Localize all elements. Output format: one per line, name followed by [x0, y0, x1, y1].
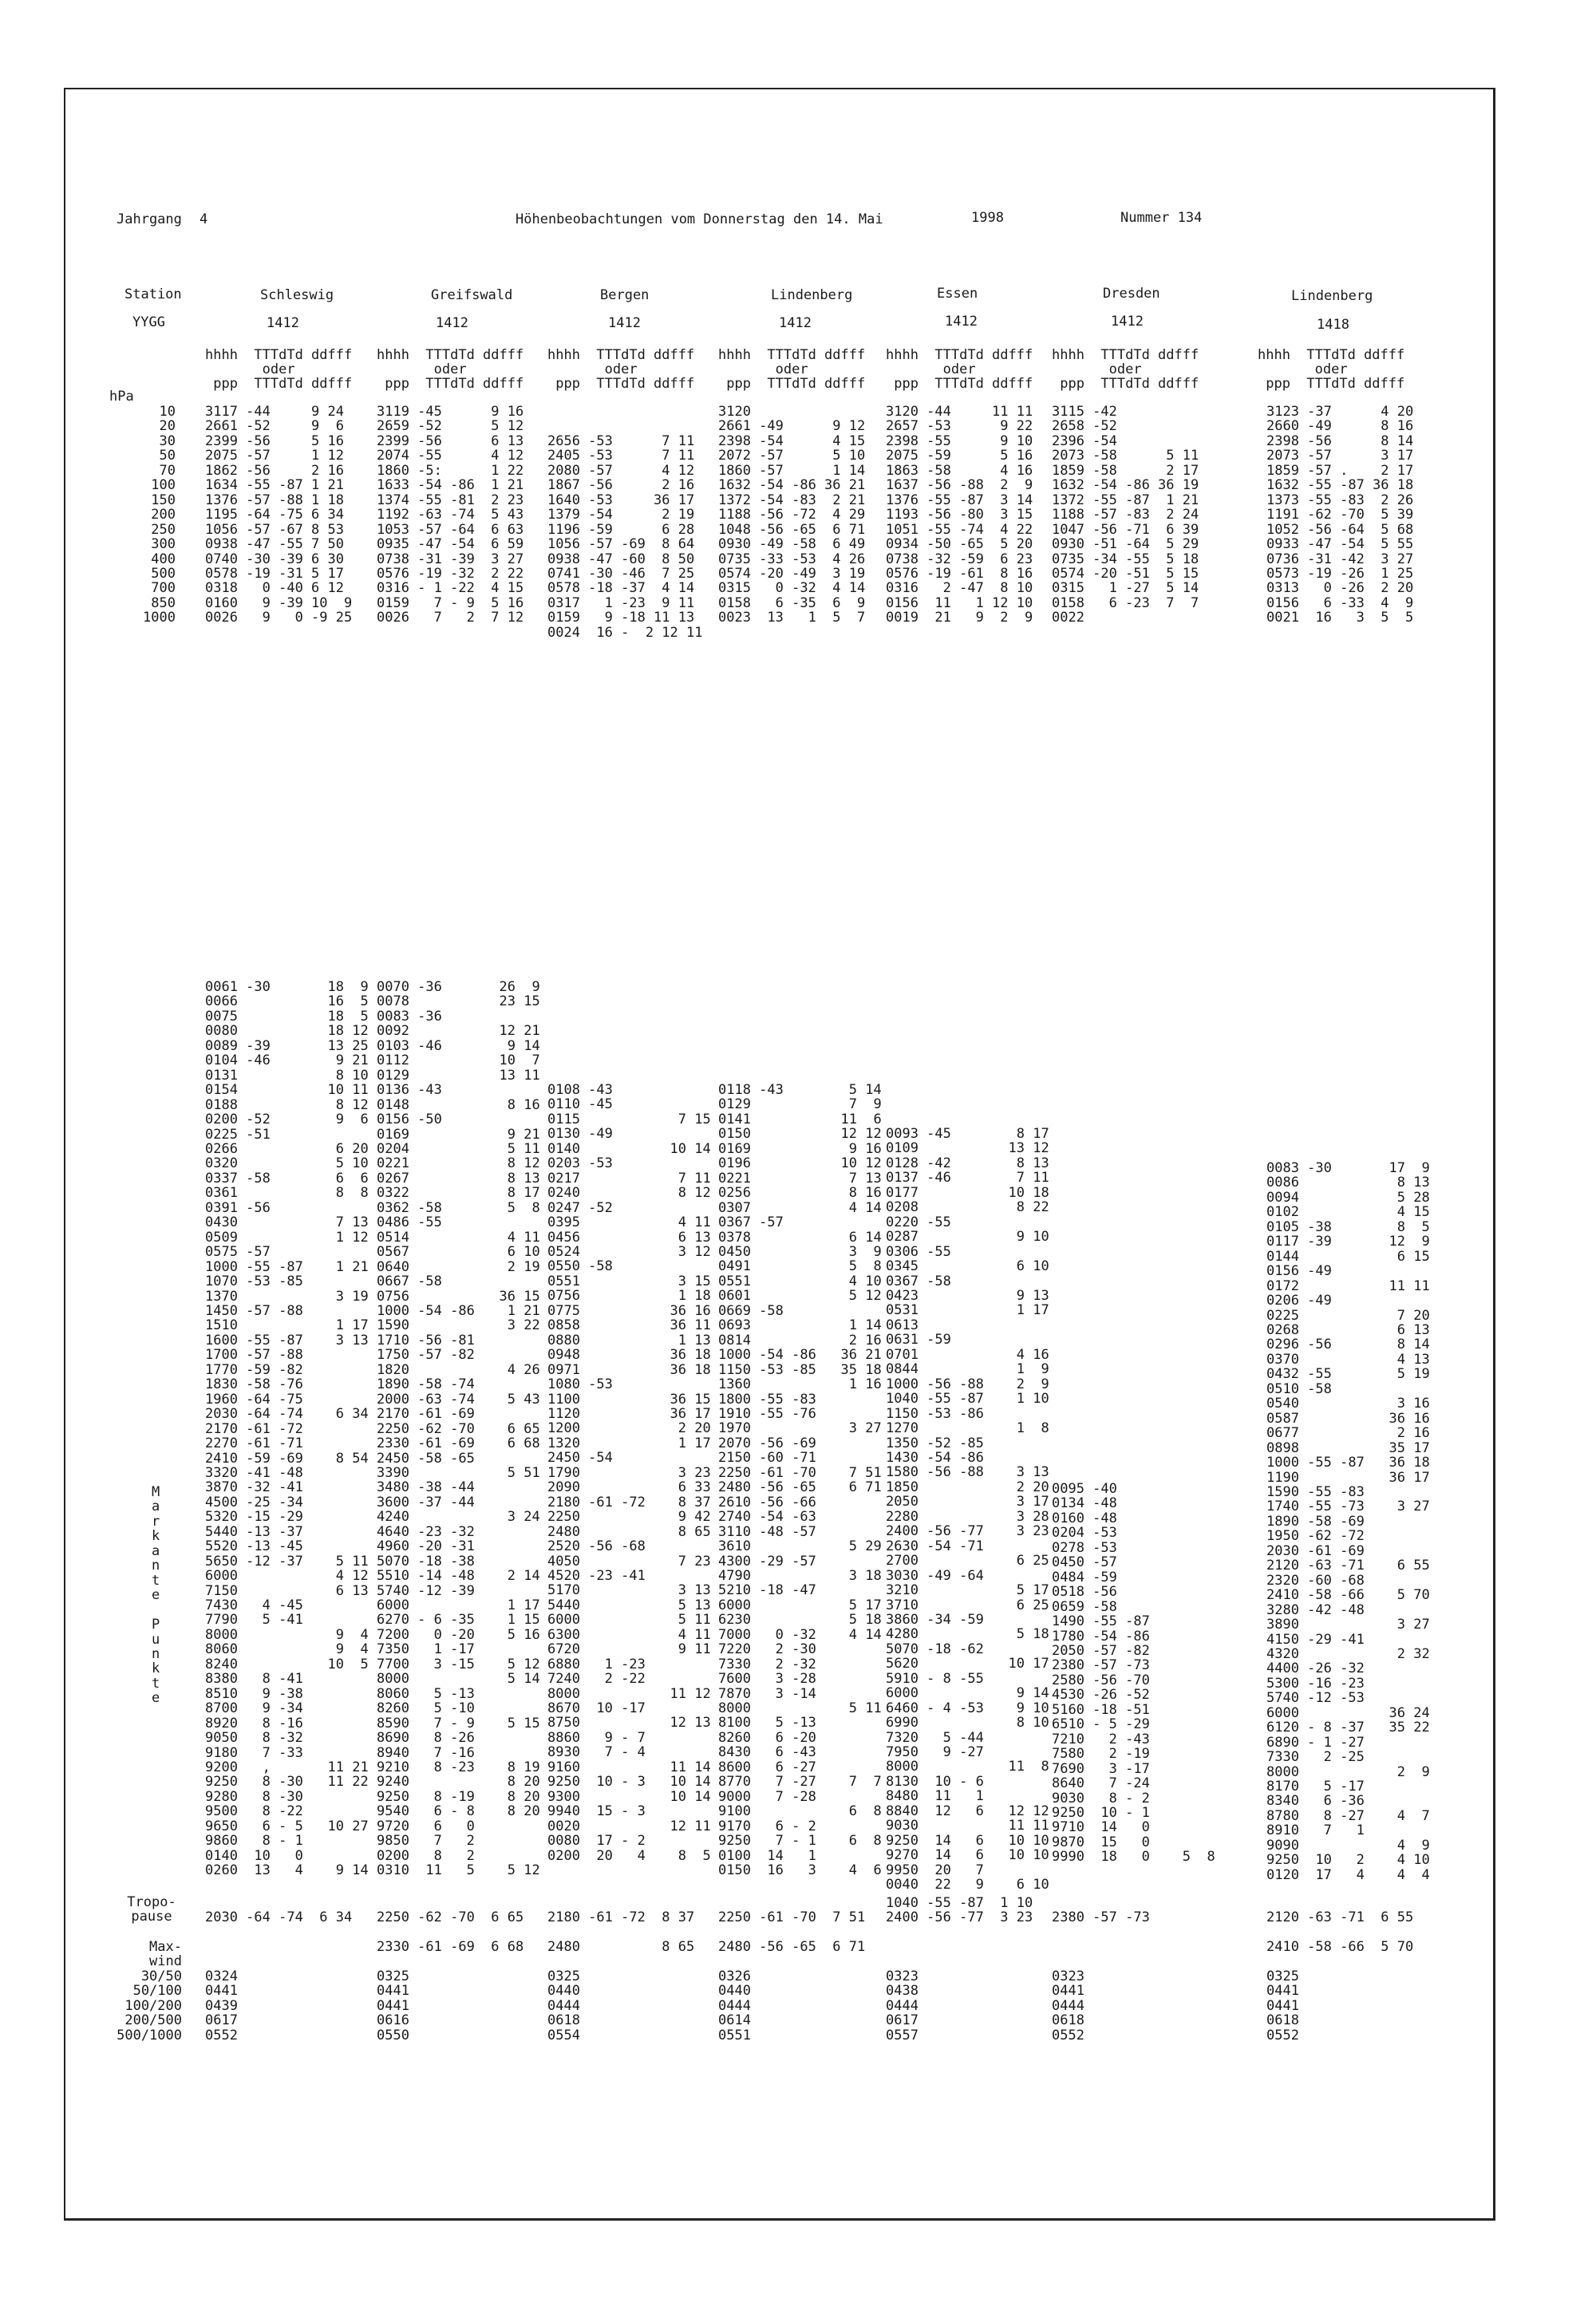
jahrgang-label: Jahrgang — [117, 211, 182, 227]
jahrgang-value: 4 — [200, 211, 208, 227]
significant-points: 0061 -30 18 9 0066 16 5 0075 18 5 0080 18 12 0089 -39 13 25 0104 -46 9 21 0131 8 10 0154 10 11 0188 8 12 0200 -52 9 6 0225 -51 0266 6 20 0320 5 10 0337 -58 6 6 0361 8 8 0391 -56 0430 7 13 0509 1 12 0575 -57 1000 -55 -87 1 21 1070 -53 -85 1370 3 19 1450 -57 -88 1510 1 17 1600 -55 -87 3 13 1700 -57 -88 1770 -59 -82 1830 -58 -76 1960 -64 -75 2030 -64 -74 6 34 2170 -61 -72 2270 -61 -71 2410 -59 -69 8 54 3320 -41 -48 3870 -32 -41 4500 -25 -34 5320 -15 -29 5440 -13 -37 5520 -13 -45 5650 -12 -37 5 11 6000 4 12 7150 6 13 7430 4 -45 7790 5 -41 8000 9 4 8060 9 4 8240 10 5 8380 8 -41 8510 9 -38 8700 9 -34 8920 8 -16 9050 8 -32 9180 7 -33 9200 , 11 21 9250 8 -30 11 22 9280 8 -30 9500 8 -22 9650 6 - 5 10 27 9860 8 - 1 0140 10 0 0260 13 4 9 14 — [205, 979, 369, 1879]
significant-points: 0083 -30 17 9 0086 8 13 0094 5 28 0102 4 15 0105 -38 8 5 0117 -39 12 9 0144 6 15 0156 -49 0172 11 11 0206 -49 0225 7 20 0268 6 13 0296 -56 8 14 0370 4 13 0432 -55 5 19 0510 -58 0540 3 16 0587 36 16 0677 2 16 0898 35 17 1000 -55 -87 36 18 1190 36 17 1590 -55 -83 1740 -55 -73 3 27 1890 -58 -69 1950 -62 -72 2030 -61 -69 2120 -63 -71 6 55 2320 -60 -68 2410 -58 -66 5 70 3280 -42 -48 3890 3 27 4150 -29 -41 4320 2 32 4400 -26 -32 5300 -16 -23 5740 -12 -53 6000 36 24 6120 - 8 -37 35 22 6890 - 1 -27 7330 2 -25 8000 2 9 8170 5 -17 8340 6 -36 8780 8 -27 4 7 8910 7 1 9090 4 9 9250 10 2 4 10 0120 17 4 4 4 — [1266, 1160, 1430, 1883]
tropopause-data: 2180 -61 -72 8 37 — [547, 1909, 695, 1925]
tropopause-label: Tropo- pause — [127, 1894, 176, 1925]
maxwind-data: 0323 0441 0444 0618 0552 — [1052, 1968, 1084, 2044]
station-yygg: 1412 — [779, 315, 812, 331]
station-name: Greifswald — [431, 287, 513, 303]
issue-number: Nummer 134 — [1120, 210, 1203, 226]
hpa-label: hPa — [109, 389, 134, 405]
column-header: hhhh TTTdTd ddfff oder ppp TTTdTd ddfff — [377, 347, 524, 392]
station-name: Essen — [937, 286, 978, 302]
column-header: hhhh TTTdTd ddfff oder ppp TTTdTd ddfff — [1052, 347, 1199, 392]
maxwind-data: 0323 0438 0444 0617 0557 — [886, 1968, 918, 2044]
station-name: Lindenberg — [771, 287, 853, 303]
station-yygg: 1418 — [1317, 317, 1349, 333]
standard-levels: 3119 -45 9 16 2659 -52 5 12 2399 -56 6 13 2074 -55 4 12 1860 -5: 1 22 1633 -54 -86 1 21 1374 -55 -81 2 23 1192 -63 -74 5 43 1053 -57 -64 6 63 0935 -47 -54 6 59 0738 -31 -39 3 27 0576 -19 -32 2 22 0316 - 1 -22 4 15 0159 7 - 9 5 16 0026 7 2 7 12 — [377, 404, 524, 626]
markante-punkte-label: M a r k a n t e P u n k t e — [152, 1484, 160, 1707]
maxwind-data: 2480 8 65 0325 0440 0444 0618 0554 — [547, 1939, 695, 2044]
station-yygg: 1412 — [945, 314, 978, 330]
tropopause-data: 2120 -63 -71 6 55 — [1266, 1909, 1414, 1925]
yygg-label: YYGG — [132, 314, 165, 330]
station-name: Lindenberg — [1291, 288, 1373, 304]
significant-points: 0095 -40 0134 -48 0160 -48 0204 -53 0278 -53 0450 -57 0484 -59 0518 -56 0659 -58 1490 -55 -87 1780 -54 -86 2050 -57 -82 2380 -57 -73 2580 -56 -70 4530 -26 -52 5160 -18 -51 6510 - 5 -29 7210 2 -43 7580 2 -19 7690 3 -17 8640 7 -24 9030 8 - 2 9250 10 - 1 9710 14 0 9870 15 0 9990 18 0 5 8 — [1052, 1481, 1215, 1866]
station-yygg: 1412 — [267, 315, 299, 331]
maxwind-data: 2330 -61 -69 6 68 0325 0441 0441 0616 0550 — [377, 1939, 524, 2044]
tropopause-data: 2250 -61 -70 7 51 — [718, 1909, 866, 1925]
tropopause-data: 2250 -62 -70 6 65 — [377, 1909, 524, 1925]
standard-levels: 3115 -42 2658 -52 2396 -54 2073 -58 5 11 1859 -58 2 17 1632 -54 -86 36 19 1372 -55 -87 1 21 1188 -57 -83 2 24 1047 -56 -71 6 39 0930 -51 -64 5 29 0735 -34 -55 5 18 0574 -20 -51 5 15 0315 1 -27 5 14 0158 6 -23 7 7 0022 — [1052, 404, 1199, 626]
document-title: Höhenbeobachtungen vom Donnerstag den 14. Mai — [516, 211, 883, 227]
station-name: Dresden — [1103, 286, 1160, 302]
standard-levels: 3120 2661 -49 9 12 2398 -54 4 15 2072 -57 5 10 1860 -57 1 14 1632 -54 -86 36 21 1372 -54 -83 2 21 1188 -56 -72 4 29 1048 -56 -65 6 71 0930 -49 -58 6 49 0735 -33 -53 4 26 0574 -20 -49 3 19 0315 0 -32 4 14 0158 6 -35 6 9 0023 13 1 5 7 — [718, 404, 866, 626]
column-header: hhhh TTTdTd ddfff oder ppp TTTdTd ddfff — [718, 347, 866, 392]
maxwind-data: 0324 0441 0439 0617 0552 — [205, 1968, 238, 2044]
maxwind-label: Max- wind 30/50 50/100 100/200 200/500 500/1000 — [117, 1939, 182, 2044]
significant-points: 0070 -36 26 9 0078 23 15 0083 -36 0092 12 21 0103 -46 9 14 0112 10 7 0129 13 11 0136 -43 0148 8 16 0156 -50 0169 9 21 0204 5 11 0221 8 12 0267 8 13 0322 8 17 0362 -58 5 8 0486 -55 0514 4 11 0567 6 10 0640 2 19 0667 -58 0756 36 15 1000 -54 -86 1 21 1590 3 22 1710 -56 -81 1750 -57 -82 1820 4 26 1890 -58 -74 2000 -63 -74 5 43 2170 -61 -69 2250 -62 -70 6 65 2330 -61 -69 6 68 2450 -58 -65 3390 5 51 3480 -38 -44 3600 -37 -44 4240 3 24 4640 -23 -32 4960 -20 -31 5070 -18 -38 5510 -14 -48 2 14 5740 -12 -39 6000 1 17 6270 - 6 -35 1 15 7200 0 -20 5 16 7350 1 -17 7700 3 -15 5 12 8000 5 14 8060 5 -13 8260 5 -10 8590 7 - 9 5 15 8690 8 -26 8940 7 -16 9210 8 -23 8 19 9240 8 20 9250 8 -19 8 20 9540 6 - 8 8 20 9720 6 0 9850 7 2 0200 8 2 0310 11 5 5 12 — [377, 979, 540, 1879]
standard-levels: 2656 -53 7 11 2405 -53 7 11 2080 -57 4 12 1867 -56 2 16 1640 -53 36 17 1379 -54 2 19 1196 -59 6 28 1056 -57 -69 8 64 0938 -47 -60 8 50 0741 -30 -46 7 25 0578 -18 -37 4 14 0317 1 -23 9 11 0159 9 -18 11 13 0024 16 - 2 12 11 — [547, 432, 703, 641]
station-yygg: 1412 — [608, 315, 641, 331]
significant-points: 0093 -45 8 17 0109 13 12 0128 -42 8 13 0137 -46 7 11 0177 10 18 0208 8 22 0220 -55 0287 9 10 0306 -55 0345 6 10 0367 -58 0423 9 13 0531 1 17 0613 0631 -59 0701 4 16 0844 1 9 1000 -56 -88 2 9 1040 -55 -87 1 10 1150 -53 -86 1270 1 8 1350 -52 -85 1430 -54 -86 1580 -56 -88 3 13 1850 2 20 2050 3 17 2280 3 28 2400 -56 -77 3 23 2630 -54 -71 2700 6 25 3030 -49 -64 3210 5 17 3710 6 25 3860 -34 -59 4280 5 18 5070 -18 -62 5620 10 17 5910 - 8 -55 6000 9 14 6460 - 4 -53 9 10 6990 8 10 7320 5 -44 7950 9 -27 8000 11 8 8130 10 - 6 8480 11 1 8840 12 6 12 12 9030 11 11 9250 14 6 10 10 9270 14 6 10 10 9950 20 7 0040 22 9 6 10 — [886, 1126, 1049, 1893]
column-header: hhhh TTTdTd ddfff oder ppp TTTdTd ddfff — [547, 347, 695, 392]
significant-points: 0108 -43 0110 -45 0115 7 15 0130 -49 0140 10 14 0203 -53 0217 7 11 0240 8 12 0247 -52 0395 4 11 0456 6 13 0524 3 12 0550 -58 0551 3 15 0756 1 18 0775 36 16 0858 36 11 0880 1 13 0948 36 18 0971 36 18 1080 -53 1100 36 15 1120 36 17 1200 2 20 1320 1 17 2450 -54 1790 3 23 2090 6 33 2180 -61 -72 8 37 2250 9 42 2480 8 65 2520 -56 -68 4050 7 23 4520 -23 -41 5170 3 13 5440 5 13 6000 5 11 6300 4 11 6720 9 11 6880 1 -23 7240 2 -22 8000 11 12 8670 10 -17 8750 12 13 8860 9 - 7 8930 7 - 4 9160 11 14 9250 10 - 3 10 14 9300 10 14 9940 15 - 3 0020 12 11 0080 17 - 2 0200 20 4 8 5 — [547, 1082, 711, 1864]
column-header: hhhh TTTdTd ddfff oder ppp TTTdTd ddfff — [1258, 347, 1405, 392]
year: 1998 — [971, 210, 1004, 226]
column-header: hhhh TTTdTd ddfff oder ppp TTTdTd ddfff — [205, 347, 353, 392]
standard-levels: 3120 -44 11 11 2657 -53 9 22 2398 -55 9 10 2075 -59 5 16 1863 -58 4 16 1637 -56 -88 2 9 1376 -55 -87 3 14 1193 -56 -80 3 15 1051 -55 -74 4 22 0934 -50 -65 5 20 0738 -32 -59 6 23 0576 -19 -61 8 16 0316 2 -47 8 10 0156 11 1 12 10 0019 21 9 2 9 — [886, 404, 1033, 626]
station-yygg: 1412 — [436, 315, 468, 331]
tropopause-data: 2380 -57 -73 — [1052, 1909, 1150, 1925]
station-yygg: 1412 — [1111, 314, 1144, 330]
tropopause-data: 2030 -64 -74 6 34 — [205, 1909, 353, 1925]
standard-levels: 3117 -44 9 24 2661 -52 9 6 2399 -56 5 16 2075 -57 1 12 1862 -56 2 16 1634 -55 -87 1 21 1376 -57 -88 1 18 1195 -64 -75 6 34 1056 -57 -67 8 53 0938 -47 -55 7 50 0740 -30 -39 6 30 0578 -19 -31 5 17 0318 0 -40 6 12 0160 9 -39 10 9 0026 9 0 -9 25 — [205, 404, 353, 626]
pressure-levels: 10 20 30 50 70 100 150 200 250 300 400 500 700 850 1000 — [143, 404, 176, 626]
significant-points: 0118 -43 5 14 0129 7 9 0141 11 6 0150 12 12 0169 9 16 0196 10 12 0221 7 13 0256 8 16 0307 4 14 0367 -57 0378 6 14 0450 3 9 0491 5 8 0551 4 10 0601 5 12 0669 -58 0693 1 14 0814 2 16 1000 -54 -86 36 21 1150 -53 -85 35 18 1360 1 16 1800 -55 -83 1910 -55 -76 1970 3 27 2070 -56 -69 2150 -60 -71 2250 -61 -70 7 51 2480 -56 -65 6 71 2610 -56 -66 2740 -54 -63 3110 -48 -57 3610 5 29 4300 -29 -57 4790 3 18 5210 -18 -47 6000 5 17 6230 5 18 7000 0 -32 4 14 7220 2 -30 7330 2 -32 7600 3 -28 7870 3 -14 8000 5 11 8100 5 -13 8260 6 -20 8430 6 -43 8600 6 -27 8770 7 -27 7 7 9000 7 -28 9100 6 8 9170 6 - 2 9250 7 - 1 6 8 0100 14 1 0150 16 3 4 6 — [718, 1082, 882, 1879]
maxwind-data: 2480 -56 -65 6 71 0326 0440 0444 0614 0551 — [718, 1939, 866, 2044]
standard-levels: 3123 -37 4 20 2660 -49 8 16 2398 -56 8 14 2073 -57 3 17 1859 -57 . 2 17 1632 -55 -87 36 18 1373 -55 -83 2 26 1191 -62 -70 5 39 1052 -56 -64 5 68 0933 -47 -54 5 55 0736 -31 -42 3 27 0573 -19 -26 1 25 0313 0 -26 2 20 0156 6 -33 4 9 0021 16 3 5 5 — [1266, 404, 1414, 626]
tropopause-data: 1040 -55 -87 1 10 2400 -56 -77 3 23 — [886, 1895, 1033, 1926]
station-name: Schleswig — [260, 287, 334, 303]
station-name: Bergen — [600, 287, 650, 303]
maxwind-data: 2410 -58 -66 5 70 0325 0441 0441 0618 0552 — [1266, 1939, 1414, 2044]
column-header: hhhh TTTdTd ddfff oder ppp TTTdTd ddfff — [886, 347, 1033, 392]
station-label: Station — [124, 286, 182, 302]
